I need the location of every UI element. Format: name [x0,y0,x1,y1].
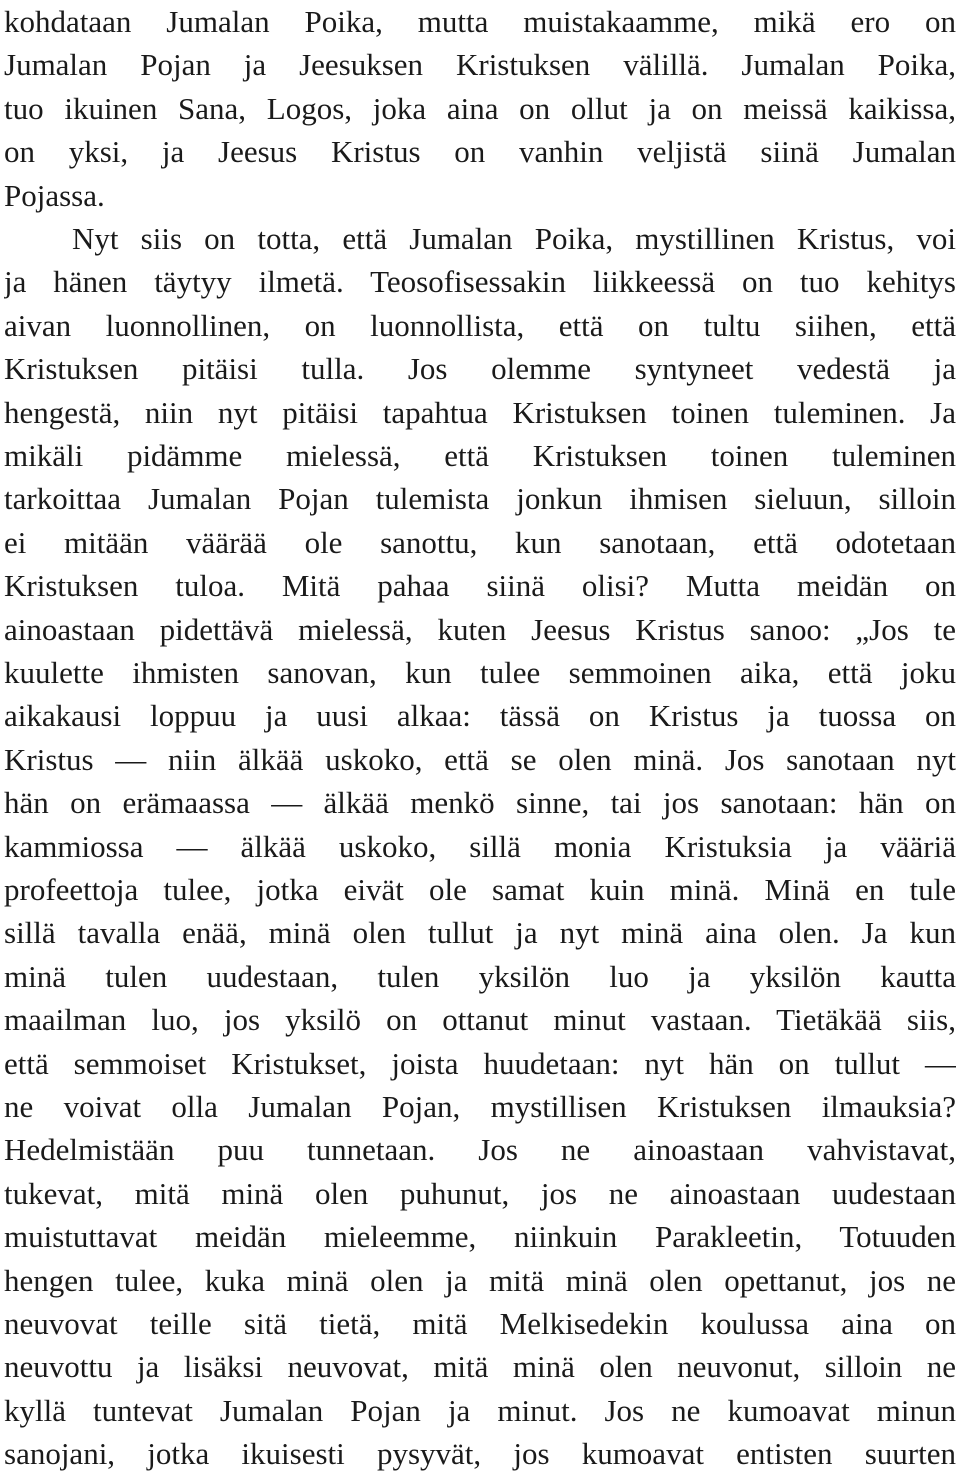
text-line: tuo ikuinen Sana, Logos, joka aina on ollut ja on meissä kaikissa, [4,90,956,126]
text-line: Jumalan Pojan ja Jeesuksen Kristuksen välillä. Jumalan Poika, [4,47,956,83]
text-line: sanojani, jotka ikuisesti pysyvät, jos kumoavat entisten suurten [4,1436,956,1472]
text-line: Hedelmistään puu tunnetaan. Jos ne ainoastaan vahvistavat, [4,1132,956,1168]
text-line: Kristus — niin älkää uskoko, että se olen minä. Jos sanotaan nyt [4,741,956,777]
text-line: hän on erämaassa — älkää menkö sinne, tai jos sanotaan: hän on [4,785,956,821]
text-line: profeettoja tulee, jotka eivät ole samat kuin minä. Minä en tule [4,872,956,907]
text-line: Pojassa. [4,177,105,213]
text-line: Kristuksen tuloa. Mitä pahaa siinä olisi? Mutta meidän on [4,568,956,604]
text-line: minä tulen uudestaan, tulen yksilön luo ja yksilön kautta [4,958,956,994]
text-line: ja hänen täytyy ilmetä. Teosofisessakin liikkeessä on tuo kehitys [4,264,956,300]
text-line: hengen tulee, kuka minä olen ja mitä minä olen opettanut, jos ne [4,1262,956,1298]
text-line: Kristuksen pitäisi tulla. Jos olemme syntyneet vedestä ja [4,351,956,387]
text-line: tukevat, mitä minä olen puhunut, jos ne ainoastaan uudestaan [4,1175,956,1211]
text-line: aivan luonnollinen, on luonnollista, että on tultu siihen, että [4,307,956,343]
text-line: ei mitään väärää ole sanottu, kun sanotaan, että odotetaan [4,524,956,560]
paragraph-first-line: Nyt siis on totta, että Jumalan Poika, mystillinen Kristus, voi [72,221,956,256]
text-line: kammiossa — älkää uskoko, sillä monia Kristuksia ja vääriä [4,828,956,864]
text-line: ainoastaan pidettävä mielessä, kuten Jeesus Kristus sanoo: „Jos te [4,611,956,647]
text-line: neuvovat teille sitä tietä, mitä Melkisedekin koulussa aina on [4,1306,956,1341]
text-line: aikakausi loppuu ja uusi alkaa: tässä on Kristus ja tuossa on [4,698,956,734]
text-line: hengestä, niin nyt pitäisi tapahtua Kristuksen toinen tuleminen. Ja [4,394,956,430]
text-line: sillä tavalla enää, minä olen tullut ja nyt minä aina olen. Ja kun [4,915,956,951]
text-line: tarkoittaa Jumalan Pojan tulemista jonkun ihmisen sieluun, silloin [4,481,956,517]
text-line: maailman luo, jos yksilö on ottanut minut vastaan. Tietäkää siis, [4,1002,956,1038]
text-line: on yksi, ja Jeesus Kristus on vanhin veljistä siinä Jumalan [4,134,956,170]
text-line: neuvottu ja lisäksi neuvovat, mitä minä olen neuvonut, silloin ne [4,1349,956,1385]
text-line: että semmoiset Kristukset, joista huudetaan: nyt hän on tullut — [4,1045,956,1081]
text-line: kyllä tuntevat Jumalan Pojan ja minut. Jos ne kumoavat minun [4,1392,956,1428]
text-line: ne voivat olla Jumalan Pojan, mystillisen Kristuksen ilmauksia? [4,1089,956,1124]
text-line: kuulette ihmisten sanovan, kun tulee semmoinen aika, että joku [4,655,956,690]
text-line: muistuttavat meidän mieleemme, niinkuin Parakleetin, Totuuden [4,1219,956,1255]
text-line: mikäli pidämme mielessä, että Kristuksen toinen tuleminen [4,438,956,473]
text-line: kohdataan Jumalan Poika, mutta muistakaamme, mikä ero on [4,4,956,39]
